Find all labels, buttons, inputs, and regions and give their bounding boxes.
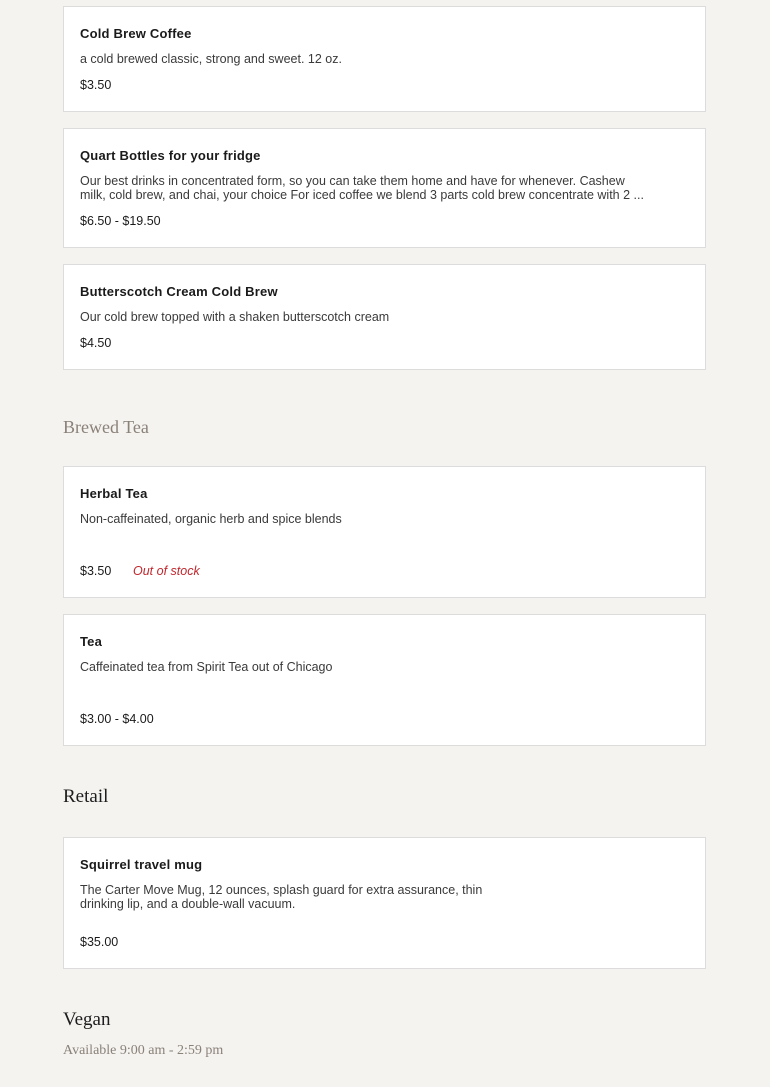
availability-text: Available 9:00 am - 2:59 pm [63, 1043, 224, 1058]
item-price: $3.00 - $4.00 [80, 712, 154, 726]
item-price: $6.50 - $19.50 [80, 214, 161, 228]
menu-item-card[interactable] [63, 264, 706, 370]
item-description: Our cold brew topped with a shaken butterscotch cream [80, 310, 390, 324]
item-name: Herbal Tea [80, 486, 148, 501]
out-of-stock-label: Out of stock [133, 564, 200, 578]
menu-item-card[interactable] [63, 6, 706, 112]
item-price: $4.50 [80, 336, 112, 350]
section-title: Vegan [63, 1009, 111, 1030]
menu-item-card[interactable] [63, 466, 706, 598]
item-description [80, 883, 540, 911]
item-name: Tea [80, 634, 103, 649]
item-description-line: milk, cold brew, and chai, your choice For iced coffee we blend 3 parts cold brew concentrate with 2 ... [80, 188, 644, 202]
item-price: $3.50 [80, 78, 112, 92]
section-title: Brewed Tea [63, 417, 149, 437]
item-name: Quart Bottles for your fridge [80, 148, 261, 163]
section-title: Retail [63, 786, 109, 807]
item-price: $3.50 [80, 564, 112, 578]
item-name: Squirrel travel mug [80, 857, 203, 872]
item-name: Cold Brew Coffee [80, 26, 192, 41]
item-description-line: drinking lip, and a double-wall vacuum. [80, 897, 296, 911]
item-price: $35.00 [80, 935, 119, 949]
menu-item-card[interactable] [63, 614, 706, 746]
item-description-line: Our best drinks in concentrated form, so you can take them home and have for whenever. Cashew [80, 174, 625, 188]
item-description: Caffeinated tea from Spirit Tea out of Chicago [80, 660, 333, 674]
menu-item-card[interactable] [63, 837, 706, 969]
item-description [80, 174, 692, 202]
menu-item-card[interactable] [63, 128, 706, 248]
item-name: Butterscotch Cream Cold Brew [80, 284, 278, 299]
item-description-line: The Carter Move Mug, 12 ounces, splash guard for extra assurance, thin [80, 883, 483, 897]
item-description: Non-caffeinated, organic herb and spice blends [80, 512, 342, 526]
item-description: a cold brewed classic, strong and sweet. 12 oz. [80, 52, 342, 66]
